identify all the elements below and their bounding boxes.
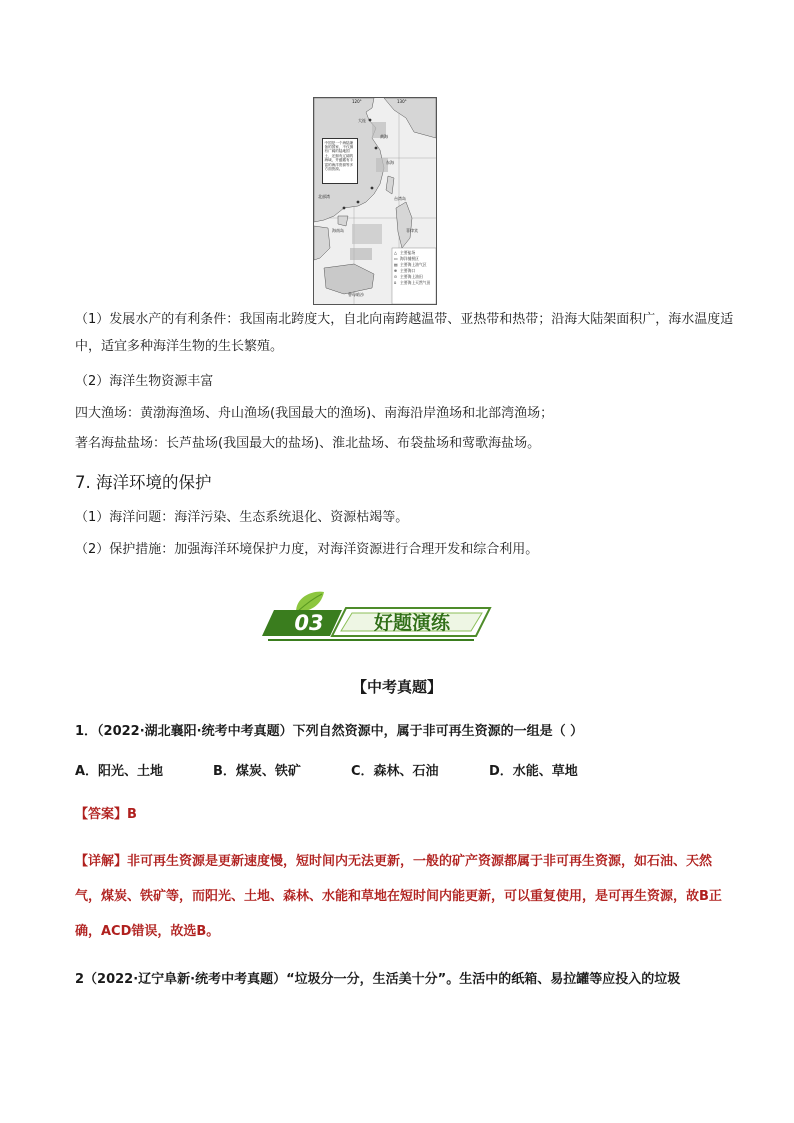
- salt-field-icon: △: [394, 250, 397, 255]
- detail-text: 非可再生资源是更新速度慢，短时间内无法更新，一般的矿产资源都属于非可再生资源，如石油、天然气，煤炭、铁矿等，而阳光、土地、森林、水能和草地在短时间内能更新，可以重复使用，是可再生资源，故B正确，ACD错误，故选B。: [75, 854, 722, 939]
- port-icon: ⊕: [394, 268, 398, 273]
- paragraph-bio-resources: （2）海洋生物资源丰富: [75, 374, 214, 389]
- map-callout: 中国是一个海陆兼备的国家，不仅拥有广阔的陆地国土，还拥有辽阔的海域，并蕴藏有丰富的海洋资源等多方面资源。: [322, 138, 358, 184]
- legend-item: δ 主要海上天然气田: [394, 280, 431, 285]
- detail-tag: 【详解】: [75, 854, 128, 869]
- answer-value: B: [127, 807, 137, 822]
- oil-field-icon: ⊙: [394, 274, 398, 279]
- oil-gas-area-icon: ▤: [394, 262, 398, 267]
- option-a[interactable]: A．阳光、土地: [75, 764, 164, 779]
- option-c[interactable]: C．森林、石油: [351, 764, 439, 779]
- paragraph-protection-measures: （2）保护措施：加强海洋环境保护力度，对海洋资源进行合理开发和综合利用。: [75, 542, 539, 557]
- map-bottom-label: 曾母暗沙: [348, 292, 364, 297]
- map-figure: [313, 97, 437, 305]
- option-b[interactable]: B．煤炭、铁矿: [213, 764, 301, 779]
- legend-item: ▤ 主要海上油气区: [394, 262, 427, 267]
- question-1-options: [75, 762, 735, 782]
- fishing-area-icon: ▭: [394, 256, 398, 261]
- map-place-label: 东海: [386, 160, 394, 165]
- map-place-label: 台湾岛: [394, 196, 406, 201]
- map-place-label: 菲律宾: [406, 228, 418, 233]
- section-title: 【中考真题】: [351, 678, 442, 696]
- answer-tag: 【答案】: [75, 807, 128, 822]
- paragraph-fishing-grounds: 四大渔场：黄渤海渔场、舟山渔场(我国最大的渔场)、南海沿岸渔场和北部湾渔场；: [75, 406, 554, 421]
- legend-item: △ 主要盐场: [394, 250, 416, 255]
- legend-item: ▭ 海洋捕捞区: [394, 256, 419, 261]
- paragraph-salt-fields: 著名海盐盐场：长芦盐场(我国最大的盐场)、淮北盐场、布袋盐场和莺歌海盐场。: [75, 436, 541, 451]
- question-1-stem: 1．（2022·湖北襄阳·统考中考真题）下列自然资源中，属于非可再生资源的一组是（ ）: [75, 724, 584, 739]
- map-lon-label: 120°: [352, 99, 362, 104]
- legend-item: ⊕ 主要海口: [394, 268, 416, 273]
- option-d[interactable]: D．水能、草地: [489, 764, 578, 779]
- gas-field-icon: δ: [394, 280, 397, 285]
- question-2-stem: 2（2022·辽宁阜新·统考中考真题）“垃圾分一分，生活美十分”。生活中的纸箱、易拉罐等应投入的垃圾: [75, 972, 681, 987]
- map-place-label: 大连: [358, 118, 366, 123]
- map-place-label: 海南岛: [332, 228, 344, 233]
- legend-item: ⊙ 主要海上油田: [394, 274, 423, 279]
- section-banner: [262, 590, 494, 650]
- question-1-answer: [75, 805, 735, 825]
- section-heading-7: 7. 海洋环境的保护: [75, 473, 212, 492]
- paragraph-marine-problems: （1）海洋问题：海洋污染、生态系统退化、资源枯竭等。: [75, 510, 409, 525]
- map-place-label: 黄海: [380, 134, 388, 139]
- question-1-detail: [75, 844, 735, 949]
- map-legend: [394, 250, 436, 286]
- map-place-label: 北部湾: [318, 194, 330, 199]
- banner-number: 03: [294, 611, 324, 635]
- map-lon-label: 130°: [397, 99, 407, 104]
- banner-title: 好题演练: [373, 612, 450, 634]
- paragraph-aquaculture-conditions: （1）发展水产的有利条件：我国南北跨度大，自北向南跨越温带、亚热带和热带；沿海大陆架面积广，海水温度适中，适宜多种海洋生物的生长繁殖。: [75, 312, 734, 354]
